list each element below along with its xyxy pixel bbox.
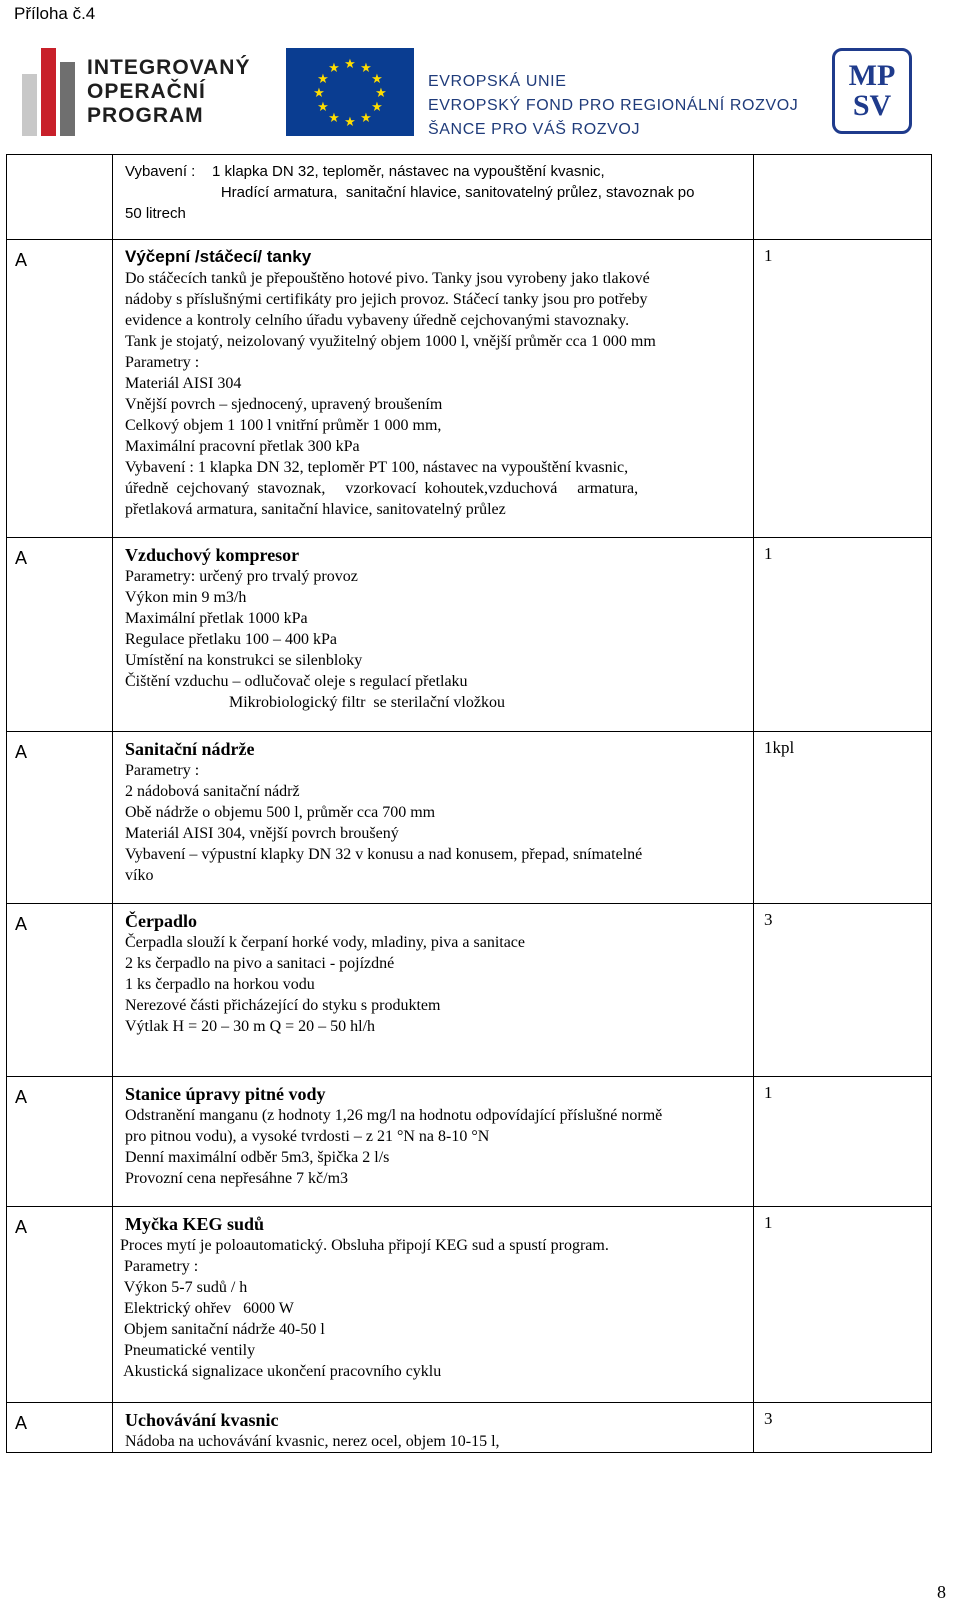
description-line: Maximální pracovní přetlak 300 kPa (125, 438, 360, 455)
description-line: Výkon min 9 m3/h (125, 589, 247, 606)
description-line: Parametry: určený pro trvalý provoz (125, 568, 358, 585)
svg-text:★: ★ (371, 100, 383, 115)
description-line: Obě nádrže o objemu 500 l, průměr cca 700 mm (125, 804, 436, 821)
description-line: Akustická signalizace ukončení pracovního cyklu (120, 1363, 442, 1380)
row-description (113, 538, 754, 732)
iop-logo-bars (22, 48, 75, 136)
description-line: 50 litrech (125, 205, 186, 222)
svg-text:★: ★ (344, 115, 356, 130)
eu-flag-icon (286, 48, 414, 136)
description-line: Nádoba na uchovávání kvasnic, nerez ocel, objem 10-15 l, (125, 1433, 500, 1450)
description-line: 1 ks čerpadlo na horkou vodu (125, 976, 315, 993)
description-line: Celkový objem 1 100 l vnitřní průměr 1 000 mm, (125, 417, 442, 434)
item-title: Uchovávání kvasnic (125, 1410, 279, 1430)
row-quantity: 1 (754, 1207, 932, 1403)
table-row (7, 1403, 932, 1453)
row-quantity: 1 (754, 240, 932, 538)
description-line: Výkon 5-7 sudů / h (120, 1279, 248, 1296)
row-quantity: 1 (754, 538, 932, 732)
mpsv-logo-line-2: SV (852, 89, 892, 122)
mpsv-logo-line-1: MP (848, 59, 896, 92)
svg-text:★: ★ (344, 57, 356, 72)
description-line: 2 ks čerpadlo na pivo a sanitaci - pojízdné (125, 955, 395, 972)
description-line: Parametry : (125, 762, 200, 779)
iop-logo-line-2: OPERAČNÍ (87, 80, 206, 103)
svg-text:★: ★ (313, 86, 325, 101)
description-line: úředně cejchovaný stavoznak, vzorkovací kohoutek,vzduchová armatura, (125, 480, 639, 497)
eu-logo-line-3: ŠANCE PRO VÁŠ ROZVOJ (428, 121, 641, 138)
eu-logo-line-2: EVROPSKÝ FOND PRO REGIONÁLNÍ ROZVOJ (428, 97, 799, 114)
svg-text:★: ★ (360, 111, 372, 126)
description-line: Do stáčecích tanků je přepouštěno hotové pivo. Tanky jsou vyrobeny jako tlakové (125, 270, 650, 287)
table-row (7, 155, 932, 240)
item-title: Čerpadlo (125, 911, 197, 931)
equipment-table (6, 154, 932, 1453)
description-line: pro pitnou vodu), a vysoké tvrdosti – z 21 °N na 8-10 °N (125, 1128, 490, 1145)
description-line: Objem sanitační nádrže 40-50 l (120, 1321, 325, 1338)
row-quantity: 1 (754, 1077, 932, 1207)
description-line: Maximální přetlak 1000 kPa (125, 610, 308, 627)
svg-text:★: ★ (328, 111, 340, 126)
row-quantity (754, 155, 932, 240)
description-line: Denní maximální odběr 5m3, špička 2 l/s (125, 1149, 390, 1166)
description-line: Regulace přetlaku 100 – 400 kPa (125, 631, 337, 648)
svg-text:★: ★ (371, 72, 383, 87)
description-line: Čištění vzduchu – odlučovač oleje s regulací přetlaku (125, 673, 468, 690)
description-line: Čerpadla slouží k čerpaní horké vody, mladiny, piva a sanitace (125, 934, 526, 951)
table-row (7, 240, 932, 538)
table-row (7, 1207, 932, 1403)
svg-text:★: ★ (375, 86, 387, 101)
svg-text:★: ★ (360, 61, 372, 76)
description-line: Provozní cena nepřesáhne 7 kč/m3 (125, 1170, 349, 1187)
description-line: nádoby s příslušnými certifikáty pro jejich provoz. Stáčecí tanky jsou pro potřeby (125, 291, 648, 308)
table-row (7, 732, 932, 904)
description-line: Umístění na konstrukci se silenbloky (125, 652, 363, 669)
description-line: Parametry : (125, 354, 200, 371)
description-line: Nerezové části přicházející do styku s produktem (125, 997, 441, 1014)
description-line: Výtlak H = 20 – 30 m Q = 20 – 50 hl/h (125, 1018, 376, 1035)
mpsv-logo (832, 48, 912, 134)
table-row (7, 1077, 932, 1207)
eu-logo-line-1: EVROPSKÁ UNIE (428, 73, 567, 90)
iop-logo-line-1: INTEGROVANÝ (87, 56, 251, 79)
description-line: 2 nádobová sanitační nádrž (125, 783, 300, 800)
row-description (113, 1077, 754, 1207)
description-line: víko (125, 867, 154, 884)
page-number: 8 (937, 1582, 946, 1602)
item-title: Myčka KEG sudů (125, 1214, 265, 1234)
item-title: Stanice úpravy pitné vody (125, 1084, 326, 1104)
row-mark: A (7, 1077, 113, 1207)
description-line: Pneumatické ventily (120, 1342, 256, 1359)
description-line: Materiál AISI 304, vnější povrch broušený (125, 825, 399, 842)
item-title: Vzduchový kompresor (125, 545, 300, 565)
row-description (113, 732, 754, 904)
description-line: evidence a kontroly celního úřadu vybaveny úředně cejchovanými stavoznaky. (125, 312, 630, 329)
description-line: Proces mytí je poloautomatický. Obsluha připojí KEG sud a spustí program. (120, 1237, 609, 1254)
item-title: Sanitační nádrže (125, 739, 255, 759)
svg-text:★: ★ (317, 72, 329, 87)
table-row (7, 538, 932, 732)
annex-label: Příloha č.4 (14, 4, 96, 23)
row-mark: A (7, 732, 113, 904)
description-line: Vybavení – výpustní klapky DN 32 v konusu a nad konusem, přepad, snímatelné (125, 846, 643, 863)
description-line: Tank je stojatý, neizolovaný využitelný objem 1000 l, vnější průměr cca 1 000 mm (125, 333, 656, 350)
svg-text:★: ★ (328, 61, 340, 76)
description-line: Odstranění manganu (z hodnoty 1,26 mg/l na hodnotu odpovídající příslušné normě (125, 1107, 663, 1124)
row-mark: A (7, 240, 113, 538)
item-title: Výčepní /stáčecí/ tanky (125, 247, 312, 266)
svg-text:★: ★ (317, 100, 329, 115)
row-description (113, 155, 754, 240)
description-line: Vybavení : 1 klapka DN 32, teploměr PT 100, nástavec na vypouštění kvasnic, (125, 459, 629, 476)
description-line: Mikrobiologický filtr se sterilační vložkou (125, 694, 505, 711)
row-description (113, 904, 754, 1077)
row-mark (7, 155, 113, 240)
description-line: Elektrický ohřev 6000 W (120, 1300, 294, 1317)
table-row (7, 904, 932, 1077)
row-mark: A (7, 538, 113, 732)
row-quantity: 3 (754, 904, 932, 1077)
row-mark: A (7, 1207, 113, 1403)
iop-logo (22, 48, 250, 136)
description-line: Vnější povrch – sjednocený, upravený broušením (125, 396, 443, 413)
description-line: Materiál AISI 304 (125, 375, 242, 392)
iop-logo-line-3: PROGRAM (87, 104, 204, 127)
row-mark: A (7, 904, 113, 1077)
row-description (113, 1403, 754, 1453)
row-quantity: 1kpl (754, 732, 932, 904)
row-description (113, 1207, 754, 1403)
row-mark: A (7, 1403, 113, 1453)
row-quantity: 3 (754, 1403, 932, 1453)
description-line: Hradící armatura, sanitační hlavice, sanitovatelný průlez, stavoznak po (125, 184, 695, 201)
description-line: přetlaková armatura, sanitační hlavice, sanitovatelný průlez (125, 501, 506, 518)
eu-logo-text (428, 70, 798, 142)
description-line: Vybavení : 1 klapka DN 32, teploměr, nástavec na vypouštění kvasnic, (125, 163, 605, 180)
row-description (113, 240, 754, 538)
description-line: Parametry : (120, 1258, 199, 1275)
